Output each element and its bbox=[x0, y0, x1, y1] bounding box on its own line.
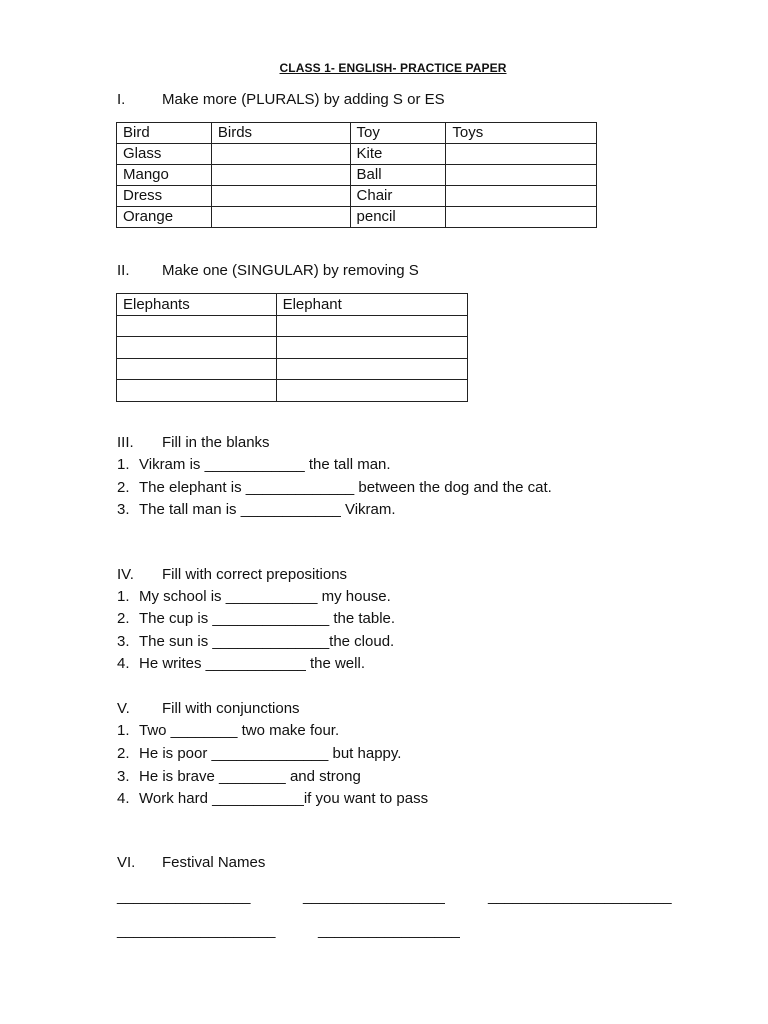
blank-cell[interactable] bbox=[446, 165, 597, 186]
section-heading-text: Festival Names bbox=[162, 854, 266, 871]
blank-cell[interactable] bbox=[117, 380, 277, 402]
table-cell: Dress bbox=[117, 186, 212, 207]
item-number: 2. bbox=[117, 479, 130, 496]
table-cell: Elephants bbox=[117, 294, 277, 316]
blank-cell[interactable] bbox=[446, 207, 597, 228]
section-5-heading bbox=[117, 699, 300, 719]
item-text: The cup is ______________ the table. bbox=[139, 610, 396, 627]
table-row bbox=[117, 207, 597, 228]
list-item bbox=[117, 608, 395, 630]
section-heading-text: Make more (PLURALS) by adding S or ES bbox=[162, 91, 445, 108]
list-item bbox=[117, 720, 339, 742]
item-text: He is brave ________ and strong bbox=[139, 768, 361, 785]
festival-answer-line[interactable]: _________________ bbox=[318, 922, 460, 939]
table-cell: Chair bbox=[350, 186, 446, 207]
item-number: 2. bbox=[117, 745, 130, 762]
item-number: 4. bbox=[117, 655, 130, 672]
table-cell: Toys bbox=[446, 123, 597, 144]
item-text: Two ________ two make four. bbox=[139, 722, 340, 739]
list-item bbox=[117, 788, 428, 810]
table-row bbox=[117, 337, 468, 359]
table-row bbox=[117, 359, 468, 380]
festival-answer-line[interactable]: ______________________ bbox=[488, 888, 672, 905]
item-text: The sun is ______________the cloud. bbox=[139, 633, 395, 650]
singular-table bbox=[116, 293, 468, 402]
item-text: Work hard ___________if you want to pass bbox=[139, 790, 429, 807]
section-heading-text: Fill with conjunctions bbox=[162, 700, 300, 717]
item-text: He is poor ______________ but happy. bbox=[139, 745, 402, 762]
item-number: 1. bbox=[117, 722, 130, 739]
blank-cell[interactable] bbox=[211, 144, 350, 165]
section-heading-text: Make one (SINGULAR) by removing S bbox=[162, 262, 419, 279]
table-cell: pencil bbox=[350, 207, 446, 228]
list-item bbox=[117, 653, 365, 675]
table-row bbox=[117, 165, 597, 186]
page-title: CLASS 1- ENGLISH- PRACTICE PAPER bbox=[279, 61, 507, 75]
blank-cell[interactable] bbox=[117, 337, 277, 359]
blank-cell[interactable] bbox=[211, 165, 350, 186]
item-number: 1. bbox=[117, 588, 130, 605]
table-cell: Kite bbox=[350, 144, 446, 165]
section-number: III. bbox=[117, 434, 134, 451]
blank-cell[interactable] bbox=[276, 337, 467, 359]
section-heading-text: Fill with correct prepositions bbox=[162, 566, 348, 583]
section-number: VI. bbox=[117, 854, 136, 871]
table-row bbox=[117, 144, 597, 165]
list-item bbox=[117, 631, 394, 653]
table-cell: Birds bbox=[211, 123, 350, 144]
table-cell: Glass bbox=[117, 144, 212, 165]
item-number: 4. bbox=[117, 790, 130, 807]
table-cell: Orange bbox=[117, 207, 212, 228]
table-row bbox=[117, 123, 597, 144]
list-item bbox=[117, 766, 361, 788]
section-number: I. bbox=[117, 91, 126, 108]
item-number: 3. bbox=[117, 501, 130, 518]
item-text: He writes ____________ the well. bbox=[139, 655, 365, 672]
plurals-table bbox=[116, 122, 597, 228]
list-item bbox=[117, 477, 552, 499]
blank-cell[interactable] bbox=[276, 380, 467, 402]
table-cell: Bird bbox=[117, 123, 212, 144]
item-text: The elephant is _____________ between the dog and the cat. bbox=[139, 479, 552, 496]
item-text: Vikram is ____________ the tall man. bbox=[139, 456, 391, 473]
section-2-heading bbox=[117, 261, 419, 281]
list-item bbox=[117, 454, 391, 476]
list-item bbox=[117, 586, 391, 608]
section-heading-text: Fill in the blanks bbox=[162, 434, 270, 451]
festival-answer-line[interactable]: _________________ bbox=[303, 888, 445, 905]
section-1-heading bbox=[117, 90, 445, 110]
section-number: II. bbox=[117, 262, 130, 279]
table-cell: Mango bbox=[117, 165, 212, 186]
blank-cell[interactable] bbox=[117, 359, 277, 380]
section-number: V. bbox=[117, 700, 130, 717]
blank-cell[interactable] bbox=[211, 186, 350, 207]
table-row bbox=[117, 186, 597, 207]
item-text: The tall man is ____________ Vikram. bbox=[139, 501, 396, 518]
item-text: My school is ___________ my house. bbox=[139, 588, 391, 605]
festival-answer-line[interactable]: ________________ bbox=[117, 888, 251, 905]
item-number: 2. bbox=[117, 610, 130, 627]
blank-cell[interactable] bbox=[446, 186, 597, 207]
blank-cell[interactable] bbox=[117, 316, 277, 337]
blank-cell[interactable] bbox=[211, 207, 350, 228]
section-4-heading bbox=[117, 565, 347, 585]
item-number: 3. bbox=[117, 633, 130, 650]
blank-cell[interactable] bbox=[276, 316, 467, 337]
table-cell: Elephant bbox=[276, 294, 467, 316]
blank-cell[interactable] bbox=[276, 359, 467, 380]
section-number: IV. bbox=[117, 566, 134, 583]
item-number: 3. bbox=[117, 768, 130, 785]
table-cell: Ball bbox=[350, 165, 446, 186]
section-6-heading bbox=[117, 853, 265, 873]
list-item bbox=[117, 499, 396, 521]
section-3-heading bbox=[117, 433, 270, 453]
table-row bbox=[117, 380, 468, 402]
table-cell: Toy bbox=[350, 123, 446, 144]
list-item bbox=[117, 743, 401, 765]
festival-answer-line[interactable]: ___________________ bbox=[117, 922, 276, 939]
table-row bbox=[117, 294, 468, 316]
blank-cell[interactable] bbox=[446, 144, 597, 165]
table-row bbox=[117, 316, 468, 337]
item-number: 1. bbox=[117, 456, 130, 473]
